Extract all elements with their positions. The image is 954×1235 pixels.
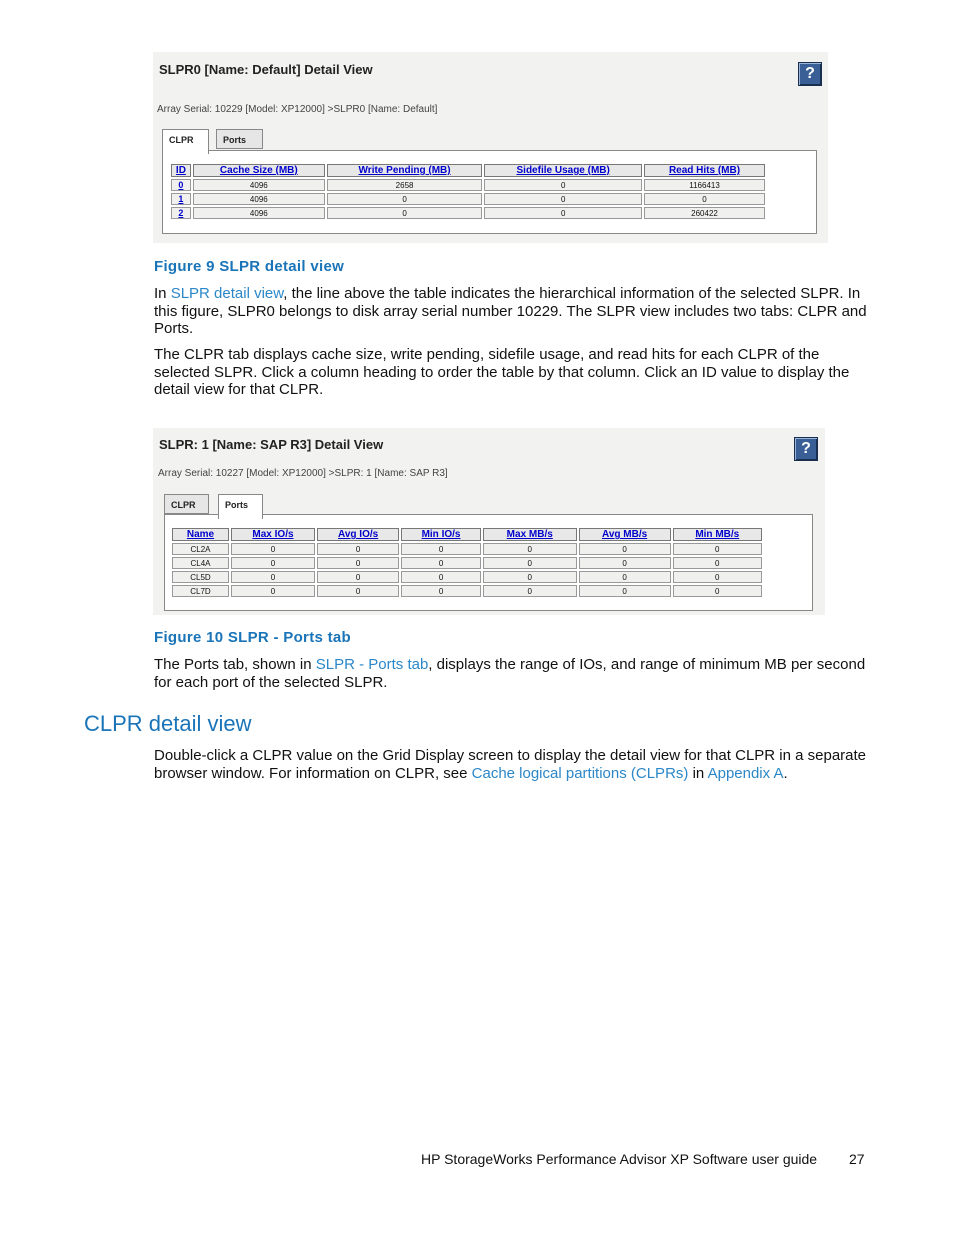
table-cell: 0 <box>673 571 762 583</box>
table-cell: 0 <box>231 585 315 597</box>
tab-ports[interactable]: Ports <box>216 129 263 149</box>
column-header[interactable]: Sidefile Usage (MB) <box>484 164 642 177</box>
table-cell: 0 <box>673 585 762 597</box>
para4-text-c: . <box>783 764 788 782</box>
table-cell: 0 <box>317 571 399 583</box>
paragraph-slpr-detail <box>154 285 869 338</box>
figure9-title: SLPR0 [Name: Default] Detail View <box>159 62 373 77</box>
table-cell: 1166413 <box>644 179 765 191</box>
para4-text-b: in <box>688 764 708 782</box>
table-cell: 0 <box>484 207 642 219</box>
paragraph-ports-tab <box>154 656 869 691</box>
figure10-screenshot <box>153 428 825 615</box>
column-header[interactable]: Max MB/s <box>483 528 577 541</box>
column-header[interactable]: ID <box>171 164 191 177</box>
clpr-id-link[interactable]: 2 <box>171 207 191 219</box>
table-cell: 0 <box>484 179 642 191</box>
table-cell: 4096 <box>193 207 325 219</box>
table-cell: 4096 <box>193 193 325 205</box>
table-row <box>171 207 765 219</box>
table-cell: 0 <box>483 557 577 569</box>
tab-clpr[interactable]: CLPR <box>164 494 209 514</box>
paragraph-clpr-tab: The CLPR tab displays cache size, write pending, sidefile usage, and read hits for each CLPR of the selected SLPR. Click a column heading to order the table by that column. Click an ID value to display the detail view for that CLPR. <box>154 346 850 398</box>
column-header[interactable]: Min MB/s <box>673 528 762 541</box>
table-cell: 0 <box>579 543 671 555</box>
table-cell: 0 <box>231 557 315 569</box>
column-header[interactable]: Avg IO/s <box>317 528 399 541</box>
figure9-caption: Figure 9 SLPR detail view <box>154 258 345 275</box>
table-row <box>171 179 765 191</box>
link-appendix-a[interactable]: Appendix A <box>707 764 784 782</box>
table-cell: 0 <box>317 557 399 569</box>
table-cell: 0 <box>579 557 671 569</box>
column-header[interactable]: Min IO/s <box>401 528 481 541</box>
table-cell: 260422 <box>644 207 765 219</box>
section-heading: CLPR detail view <box>84 711 252 736</box>
footer-title: HP StorageWorks Performance Advisor XP Software user guide <box>421 1151 818 1167</box>
table-row <box>172 585 762 597</box>
link-cache-logical-partitions[interactable]: Cache logical partitions (CLPRs) <box>471 764 689 782</box>
table-cell: 2658 <box>327 179 483 191</box>
table-row <box>172 571 762 583</box>
table-cell: 0 <box>483 571 577 583</box>
table-cell: CL7D <box>172 585 229 597</box>
tab-clpr[interactable]: CLPR <box>162 129 209 154</box>
table-cell: 0 <box>401 557 481 569</box>
figure10-breadcrumb: Array Serial: 10227 [Model: XP12000] >SLPR: 1 [Name: SAP R3] <box>158 468 448 479</box>
para3-text-b: , displays the range of IOs, and range of minimum MB per second for each port of the selected SLPR. <box>154 656 866 691</box>
table-cell: 0 <box>317 585 399 597</box>
table-cell: 0 <box>327 207 483 219</box>
page-number: 27 <box>849 1151 865 1167</box>
column-header[interactable]: Name <box>172 528 229 541</box>
table-cell: CL5D <box>172 571 229 583</box>
table-cell: 0 <box>483 543 577 555</box>
paragraph-clpr-detail <box>154 747 874 782</box>
column-header[interactable]: Read Hits (MB) <box>644 164 765 177</box>
para4-text-a: Double-click a CLPR value on the Grid Display screen to display the detail view for that CLPR in a separate browser window. For information on CLPR, see <box>154 747 867 782</box>
table-cell: 0 <box>401 585 481 597</box>
table-cell: 0 <box>231 571 315 583</box>
help-icon[interactable]: ? <box>794 437 818 461</box>
clpr-id-link[interactable]: 0 <box>171 179 191 191</box>
column-header[interactable]: Avg MB/s <box>579 528 671 541</box>
link-slpr-ports-tab[interactable]: SLPR - Ports tab <box>315 656 429 673</box>
table-cell: 4096 <box>193 179 325 191</box>
table-row <box>172 543 762 555</box>
table-cell: 0 <box>484 193 642 205</box>
table-cell: 0 <box>673 543 762 555</box>
table-cell: 0 <box>644 193 765 205</box>
para3-text-a: The Ports tab, shown in <box>154 656 316 673</box>
table-row <box>172 557 762 569</box>
para1-text-b: , the line above the table indicates the hierarchical information of the selected SLPR. In this figure, SLPR0 belongs to disk array serial number 10229. The SLPR view includes two tabs: CLPR and Ports. <box>154 285 867 337</box>
table-cell: CL4A <box>172 557 229 569</box>
tab-ports[interactable]: Ports <box>218 494 263 519</box>
table-cell: 0 <box>579 585 671 597</box>
table-cell: 0 <box>401 571 481 583</box>
column-header[interactable]: Max IO/s <box>231 528 315 541</box>
para1-text-a: In <box>154 285 171 302</box>
figure10-title: SLPR: 1 [Name: SAP R3] Detail View <box>159 437 384 452</box>
table-cell: 0 <box>231 543 315 555</box>
clpr-table <box>169 162 767 221</box>
figure9-screenshot <box>153 52 828 243</box>
table-cell: CL2A <box>172 543 229 555</box>
link-slpr-detail-view[interactable]: SLPR detail view <box>170 285 284 302</box>
table-cell: 0 <box>317 543 399 555</box>
help-icon[interactable]: ? <box>798 62 822 86</box>
table-cell: 0 <box>673 557 762 569</box>
column-header[interactable]: Cache Size (MB) <box>193 164 325 177</box>
clpr-id-link[interactable]: 1 <box>171 193 191 205</box>
table-cell: 0 <box>483 585 577 597</box>
table-cell: 0 <box>401 543 481 555</box>
table-row <box>171 193 765 205</box>
column-header[interactable]: Write Pending (MB) <box>327 164 483 177</box>
table-cell: 0 <box>579 571 671 583</box>
figure10-caption: Figure 10 SLPR - Ports tab <box>154 629 351 646</box>
figure9-breadcrumb: Array Serial: 10229 [Model: XP12000] >SLPR0 [Name: Default] <box>157 104 438 115</box>
ports-table <box>170 526 764 599</box>
table-cell: 0 <box>327 193 483 205</box>
